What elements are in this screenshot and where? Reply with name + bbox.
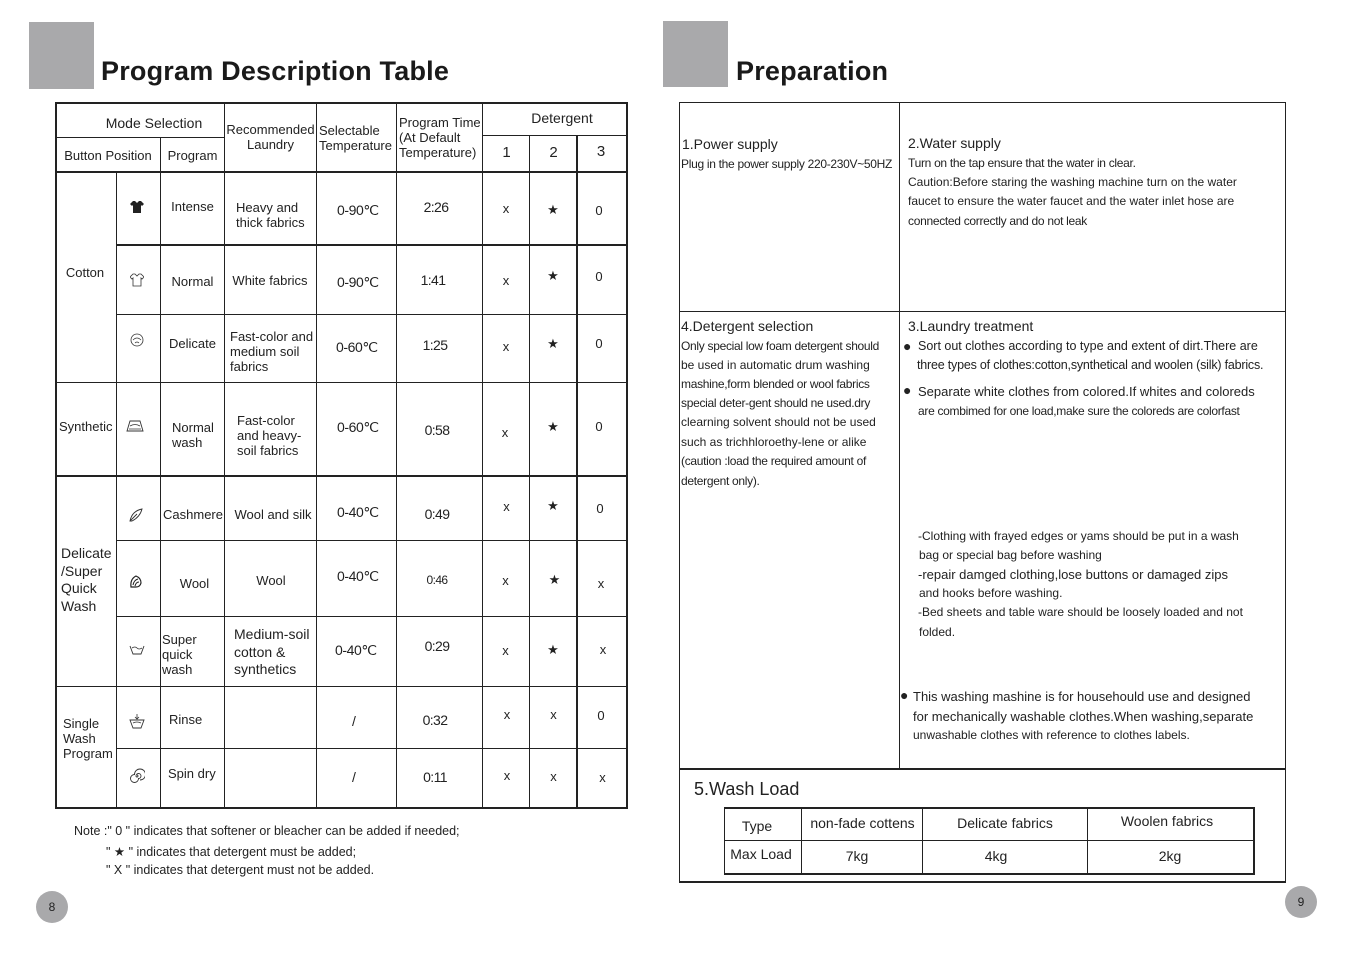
rinse-icon	[122, 713, 152, 733]
row-detergent-2: x	[550, 707, 557, 722]
header-recommended-laundry: Recommended Laundry	[226, 122, 315, 152]
row-laundry: Wool	[256, 573, 286, 588]
row-temperature: /	[352, 713, 356, 729]
bullet-icon: ●	[903, 382, 912, 398]
row-temperature: 0-40℃	[337, 568, 379, 584]
laundry-line: three types of clothes:cotton,synthetical and woolen (silk) fabrics.	[917, 358, 1264, 372]
row-detergent-3: 0	[595, 336, 603, 351]
laundry-line: Separate white clothes from colored.If whites and coloreds	[918, 384, 1255, 399]
row-detergent-2: ★	[548, 572, 561, 587]
row-detergent-3: x	[599, 642, 607, 657]
row-time: 0:32	[422, 712, 448, 728]
group-synthetic: Synthetic	[59, 419, 113, 434]
row-detergent-1: x	[502, 573, 509, 588]
row-program: Intense	[171, 199, 214, 214]
bullet-icon: ●	[900, 687, 909, 703]
row-detergent-1: x	[502, 339, 510, 354]
note-detergent-required: " ★ " indicates that detergent must be added;	[106, 845, 357, 859]
row-laundry: White fabrics	[232, 273, 308, 288]
delicate-icon	[122, 333, 152, 351]
header-detergent-2: 2	[549, 144, 558, 161]
water-supply-line: connected correctly and do not leak	[908, 214, 1087, 228]
page-number-right: 9	[1285, 886, 1317, 918]
page-title-program-table: Program Description Table	[101, 56, 450, 86]
row-temperature: 0-40℃	[335, 642, 377, 658]
load-header-delicate: Delicate fabrics	[957, 815, 1053, 831]
row-program: Normal	[171, 274, 214, 289]
spin-icon	[122, 768, 152, 788]
row-detergent-2: ★	[547, 498, 559, 513]
water-supply-title: 2.Water supply	[908, 135, 1001, 151]
row-temperature: /	[352, 769, 356, 785]
row-program: Normal wash	[172, 420, 214, 450]
laundry-line: for mechanically washable clothes.When washing,separate	[913, 709, 1254, 724]
laundry-dash-line: -Clothing with frayed edges or yams should be put in a wash	[918, 529, 1239, 543]
row-detergent-2: ★	[547, 202, 559, 217]
row-detergent-2: x	[550, 769, 557, 784]
row-detergent-3: 0	[595, 269, 603, 284]
header-button-position: Button Position	[64, 148, 152, 163]
detergent-line: special deter-gent should ne used.dry	[681, 396, 871, 410]
row-detergent-3: x	[599, 770, 606, 785]
load-header-type: Type	[741, 818, 773, 834]
quick-wash-icon	[122, 643, 152, 660]
detergent-line: (caution :load the required amount of	[681, 454, 867, 468]
detergent-line: mashine,form blended or wool fabrics	[681, 377, 870, 391]
power-supply-body: Plug in the power supply 220-230V~50HZ	[681, 157, 893, 171]
row-detergent-2: ★	[547, 419, 559, 434]
row-temperature: 0-90℃	[337, 274, 379, 290]
row-laundry: Wool and silk	[234, 507, 312, 522]
row-temperature: 0-40℃	[337, 504, 379, 520]
row-detergent-1: x	[502, 201, 510, 216]
row-detergent-1: x	[503, 707, 511, 722]
header-selectable-temperature: Selectable Temperature	[319, 123, 392, 153]
row-detergent-1: x	[503, 768, 511, 783]
row-temperature: 0-90℃	[337, 202, 379, 218]
row-laundry: Fast-color and heavy-soil fabrics	[237, 413, 302, 458]
header-program-time: Program Time (At Default Temperature)	[399, 115, 481, 160]
group-delicate-quick: Delicate /Super Quick Wash	[61, 545, 112, 614]
row-detergent-3: 0	[596, 501, 604, 516]
load-header-nonfade: non-fade cottens	[810, 815, 915, 831]
page-title-preparation: Preparation	[736, 56, 889, 86]
row-program: Cashmere	[163, 507, 223, 522]
row-detergent-3: 0	[595, 203, 603, 218]
cotton-normal-icon	[122, 273, 152, 291]
header-mode-selection: Mode Selection	[105, 115, 203, 131]
row-time: 1:25	[422, 337, 448, 353]
title-decoration-box	[663, 21, 728, 87]
row-laundry: Fast-color and medium soil fabrics	[230, 329, 314, 374]
detergent-line: such as trichhloroethy-lene or alike	[681, 435, 867, 449]
row-temperature: 0-60℃	[336, 339, 378, 355]
title-decoration-box	[29, 22, 94, 89]
group-single-wash: Single Wash Program	[63, 716, 113, 761]
note-softener: Note :" 0 " indicates that softener or bleacher can be added if needed;	[74, 824, 460, 838]
row-detergent-2: ★	[547, 336, 559, 351]
page-number-left: 8	[36, 891, 68, 923]
row-time: 0:46	[426, 573, 448, 587]
row-detergent-3: 0	[595, 419, 603, 434]
wool-icon	[121, 573, 151, 593]
row-detergent-3: x	[597, 576, 605, 591]
header-detergent: Detergent	[531, 110, 593, 126]
row-detergent-2: ★	[547, 642, 559, 657]
detergent-selection-title: 4.Detergent selection	[681, 318, 814, 334]
laundry-dash-line: bag or special bag before washing	[919, 548, 1102, 562]
row-time: 1:41	[420, 272, 446, 288]
water-supply-line: Caution:Before staring the washing machine turn on the water	[908, 175, 1237, 189]
note-detergent-forbidden: " X " indicates that detergent must not be added.	[106, 863, 375, 877]
load-row-maxload: Max Load	[730, 846, 792, 862]
detergent-line: clearning solvent should not be used	[681, 415, 876, 429]
load-value-nonfade: 7kg	[845, 848, 869, 864]
row-time: 0:29	[424, 638, 450, 654]
row-detergent-1: x	[502, 273, 510, 288]
laundry-dash-line: and hooks before washing.	[919, 586, 1063, 600]
load-value-delicate: 4kg	[984, 848, 1008, 864]
laundry-dash-line: -repair damged clothing,lose buttons or damaged zips	[918, 567, 1229, 582]
laundry-line: This washing mashine is for househould use and designed	[913, 689, 1251, 704]
detergent-line: detergent only).	[681, 474, 760, 488]
water-supply-line: Turn on the tap ensure that the water in clear.	[908, 156, 1136, 170]
wash-load-title: 5.Wash Load	[694, 779, 800, 799]
row-detergent-1: x	[502, 643, 509, 658]
row-program: Delicate	[169, 336, 216, 351]
detergent-line: be used in automatic drum washing	[681, 358, 870, 372]
row-detergent-2: ★	[547, 268, 559, 283]
row-program: Rinse	[169, 712, 203, 727]
laundry-line: are combimed for one load,make sure the coloreds are colorfast	[918, 404, 1240, 418]
group-cotton: Cotton	[65, 265, 105, 280]
synthetic-icon	[120, 417, 150, 437]
bullet-icon: ●	[903, 338, 912, 354]
row-laundry: Medium-soil cotton & synthetics	[234, 626, 310, 677]
row-time: 2:26	[423, 199, 449, 215]
row-program: Wool	[179, 576, 210, 591]
laundry-dash-line: folded.	[919, 625, 956, 639]
laundry-treatment-title: 3.Laundry treatment	[908, 318, 1034, 334]
load-header-woolen: Woolen fabrics	[1120, 813, 1214, 829]
row-laundry: Heavy and thick fabrics	[236, 200, 305, 230]
detergent-line: Only special low foam detergent should	[681, 339, 880, 353]
row-time: 0:58	[424, 422, 450, 438]
laundry-line: unwashable clothes with reference to clothes labels.	[913, 728, 1190, 742]
row-time: 0:11	[423, 769, 447, 785]
laundry-line: Sort out clothes according to type and extent of dirt.There are	[918, 339, 1258, 353]
header-program: Program	[167, 148, 218, 163]
water-supply-line: faucet to ensure the water faucet and the water inlet hose are	[908, 194, 1235, 208]
row-detergent-1: x	[503, 499, 510, 514]
header-detergent-3: 3	[596, 143, 606, 160]
load-value-woolen: 2kg	[1158, 848, 1182, 864]
cotton-intense-icon	[122, 200, 152, 218]
row-temperature: 0-60℃	[337, 419, 379, 435]
header-detergent-1: 1	[502, 144, 511, 161]
laundry-dash-line: -Bed sheets and table ware should be loosely loaded and not	[918, 605, 1243, 619]
row-program: Super quick wash	[162, 632, 197, 677]
row-time: 0:49	[424, 506, 450, 522]
power-supply-title: 1.Power supply	[682, 136, 778, 152]
row-program: Spin dry	[168, 766, 216, 781]
row-detergent-1: x	[501, 425, 509, 440]
cashmere-icon	[121, 507, 151, 527]
row-detergent-3: 0	[597, 708, 605, 723]
